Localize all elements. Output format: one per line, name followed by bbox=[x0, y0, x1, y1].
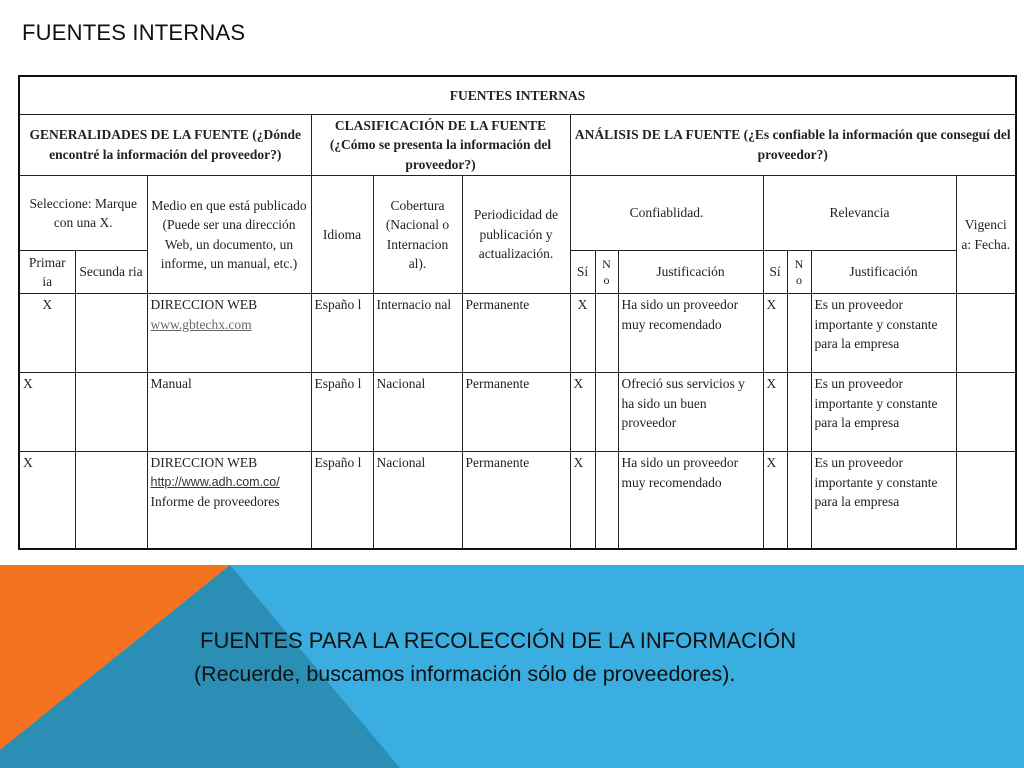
table-row bbox=[19, 373, 1016, 452]
cell-idioma: Españo l bbox=[311, 452, 373, 549]
medio-extra-text: Informe de proveedores bbox=[150, 494, 280, 509]
medio-text: DIRECCION WEB bbox=[150, 455, 258, 470]
header-rel-si: Sí bbox=[763, 251, 787, 294]
cell-vigencia bbox=[956, 452, 1016, 549]
cell-conf-no bbox=[595, 294, 618, 373]
table-row bbox=[19, 452, 1016, 549]
cell-rel-si: X bbox=[763, 452, 787, 549]
group-header-row bbox=[19, 114, 1016, 176]
cell-cobertura: Nacional bbox=[373, 373, 462, 452]
cell-rel-justificacion: Es un proveedor importante y constante para la empresa bbox=[811, 452, 956, 549]
cell-vigencia bbox=[956, 373, 1016, 452]
cell-conf-no bbox=[595, 452, 618, 549]
header-clasificacion: CLASIFICACIÓN DE LA FUENTE (¿Cómo se presenta la información del proveedor?) bbox=[311, 114, 570, 176]
banner-subtitle: (Recuerde, buscamos información sólo de proveedores). bbox=[194, 662, 736, 686]
medio-link[interactable]: http://www.adh.com.co/ bbox=[150, 474, 280, 489]
cell-secundaria bbox=[75, 373, 147, 452]
cell-rel-si: X bbox=[763, 373, 787, 452]
header-secundaria: Secunda ria bbox=[75, 251, 147, 294]
cell-periodicidad: Permanente bbox=[462, 373, 570, 452]
fuentes-internas-table bbox=[18, 75, 1017, 550]
cell-cobertura: Nacional bbox=[373, 452, 462, 549]
header-conf-si: Sí bbox=[570, 251, 595, 294]
cell-rel-no bbox=[787, 294, 811, 373]
cell-conf-si: X bbox=[570, 294, 595, 373]
cell-idioma: Españo l bbox=[311, 294, 373, 373]
header-primaria: Primar ia bbox=[19, 251, 75, 294]
cell-periodicidad: Permanente bbox=[462, 294, 570, 373]
header-periodicidad: Periodicidad de publicación y actualización. bbox=[462, 176, 570, 294]
header-confiabilidad: Confiablidad. bbox=[570, 176, 763, 251]
header-vigencia: Vigenci a: Fecha. bbox=[956, 176, 1016, 294]
cell-medio bbox=[147, 294, 311, 373]
cell-periodicidad: Permanente bbox=[462, 452, 570, 549]
header-rel-justificacion: Justificación bbox=[811, 251, 956, 294]
header-seleccione: Seleccione: Marque con una X. bbox=[19, 176, 147, 251]
header-analisis: ANÁLISIS DE LA FUENTE (¿Es confiable la información que conseguí del proveedor?) bbox=[570, 114, 1016, 176]
cell-vigencia bbox=[956, 294, 1016, 373]
header-medio: Medio en que está publicado (Puede ser una dirección Web, un documento, un informe, un manual, etc.) bbox=[147, 176, 311, 294]
cell-conf-si: X bbox=[570, 452, 595, 549]
cell-rel-justificacion: Es un proveedor importante y constante para la empresa bbox=[811, 373, 956, 452]
cell-conf-no bbox=[595, 373, 618, 452]
cell-conf-justificacion: Ha sido un proveedor muy recomendado bbox=[618, 294, 763, 373]
table-title-row bbox=[19, 76, 1016, 114]
header-idioma: Idioma bbox=[311, 176, 373, 294]
header-conf-no: N o bbox=[595, 251, 618, 294]
table-title: FUENTES INTERNAS bbox=[19, 76, 1016, 114]
medio-text: DIRECCION WEB bbox=[150, 297, 258, 312]
header-cobertura: Cobertura (Nacional o Internacion al). bbox=[373, 176, 462, 294]
cell-rel-no bbox=[787, 373, 811, 452]
cell-secundaria bbox=[75, 452, 147, 549]
column-header-row bbox=[19, 176, 1016, 251]
header-relevancia: Relevancia bbox=[763, 176, 956, 251]
cell-primaria: X bbox=[19, 452, 75, 549]
cell-rel-justificacion: Es un proveedor importante y constante para la empresa bbox=[811, 294, 956, 373]
cell-rel-si: X bbox=[763, 294, 787, 373]
medio-link[interactable]: www.gbtechx.com bbox=[150, 316, 252, 332]
cell-idioma: Españo l bbox=[311, 373, 373, 452]
header-generalidades: GENERALIDADES DE LA FUENTE (¿Dónde encontré la información del proveedor?) bbox=[19, 114, 311, 176]
header-conf-justificacion: Justificación bbox=[618, 251, 763, 294]
cell-medio bbox=[147, 373, 311, 452]
cell-conf-justificacion: Ha sido un proveedor muy recomendado bbox=[618, 452, 763, 549]
slide-title: FUENTES INTERNAS bbox=[22, 20, 246, 45]
cell-conf-justificacion: Ofreció sus servicios y ha sido un buen proveedor bbox=[618, 373, 763, 452]
medio-text: Manual bbox=[150, 376, 192, 391]
table-row bbox=[19, 294, 1016, 373]
fuentes-table-wrapper bbox=[18, 75, 1015, 550]
cell-cobertura: Internacio nal bbox=[373, 294, 462, 373]
cell-primaria: X bbox=[19, 373, 75, 452]
cell-rel-no bbox=[787, 452, 811, 549]
cell-conf-si: X bbox=[570, 373, 595, 452]
cell-secundaria bbox=[75, 294, 147, 373]
header-rel-no: N o bbox=[787, 251, 811, 294]
banner-title: FUENTES PARA LA RECOLECCIÓN DE LA INFORMACIÓN bbox=[200, 628, 797, 653]
cell-primaria: X bbox=[19, 294, 75, 373]
cell-medio bbox=[147, 452, 311, 549]
